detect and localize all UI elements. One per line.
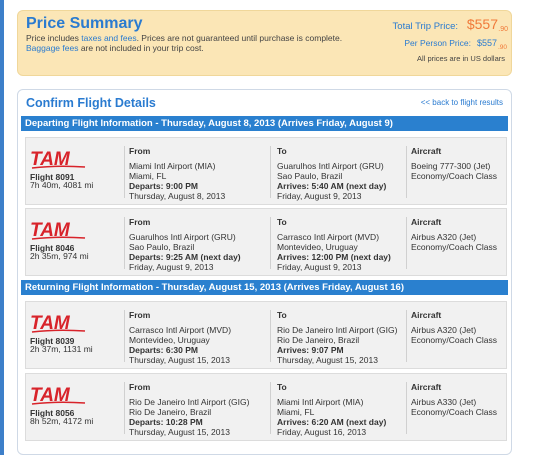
total-trip-price-label: Total Trip Price: <box>392 21 458 32</box>
flight-duration: 7h 40m, 4081 mi <box>30 180 94 190</box>
per-person-price: $557 <box>476 38 497 48</box>
arrival-time: Arrives: 12:00 PM (next day) <box>277 252 391 262</box>
divider <box>124 146 125 198</box>
baggage-note: Baggage fees are not included in your trip cost. <box>26 43 204 53</box>
arrival-info: To Guarulhos Intl Airport (GRU) Sao Paulo, Brazil Arrives: 5:40 AM (next day) Friday, August 9, 2013 <box>277 146 387 201</box>
aircraft-info: Aircraft Boeing 777-300 (Jet) Economy/Coach Class <box>411 146 497 181</box>
divider <box>124 382 125 434</box>
cabin-class: Economy/Coach Class <box>411 335 497 345</box>
tam-logo-icon <box>29 148 89 170</box>
arrival-airport: Miami Intl Airport (MIA) <box>277 397 364 407</box>
aircraft-type: Boeing 777-300 (Jet) <box>411 161 491 171</box>
cabin-class: Economy/Coach Class <box>411 242 497 252</box>
aircraft-info: Aircraft Airbus A330 (Jet) Economy/Coach Class <box>411 382 497 417</box>
arrival-time: Arrives: 6:20 AM (next day) <box>277 417 387 427</box>
page-left-border <box>0 0 4 455</box>
arrival-city: Miami, FL <box>277 407 315 417</box>
flight-number: Flight 8039 <box>30 336 75 346</box>
departure-date: Thursday, August 15, 2013 <box>129 427 230 437</box>
departure-info: From Guarulhos Intl Airport (GRU) Sao Paulo, Brazil Departs: 9:25 AM (next day) Friday, August 9, 2013 <box>129 217 241 272</box>
price-summary-panel <box>17 10 512 76</box>
departure-airport: Miami Intl Airport (MIA) <box>129 161 216 171</box>
departure-time: Departs: 9:25 AM (next day) <box>129 252 241 262</box>
back-to-flight-results-link[interactable]: << back to flight results <box>420 98 503 107</box>
tam-logo-icon <box>29 312 89 334</box>
arrival-date: Thursday, August 15, 2013 <box>277 355 378 365</box>
divider <box>270 146 271 198</box>
departure-time: Departs: 6:30 PM <box>129 345 198 355</box>
aircraft-info: Aircraft Airbus A320 (Jet) Economy/Coach Class <box>411 217 497 252</box>
departure-city: Rio De Janeiro, Brazil <box>129 407 212 417</box>
flight-number: Flight 8056 <box>30 408 75 418</box>
flight-duration: 8h 52m, 4172 mi <box>30 416 94 426</box>
flight-number: Flight 8091 <box>30 172 75 182</box>
departure-time: Departs: 9:00 PM <box>129 181 198 191</box>
divider <box>124 310 125 362</box>
departure-info: From Rio De Janeiro Intl Airport (GIG) Rio De Janeiro, Brazil Departs: 10:28 PM Thursday, August 15, 2013 <box>129 382 250 437</box>
flight-card <box>25 373 507 441</box>
per-person-price-label: Per Person Price: <box>404 38 471 48</box>
arrival-city: Sao Paulo, Brazil <box>277 171 343 181</box>
taxes-and-fees-link[interactable]: taxes and fees <box>81 33 137 43</box>
divider <box>124 217 125 269</box>
arrival-date: Friday, August 16, 2013 <box>277 427 367 437</box>
arrival-city: Montevideo, Uruguay <box>277 242 358 252</box>
price-summary-title: Price Summary <box>26 15 143 32</box>
divider <box>270 217 271 269</box>
departure-city: Miami, FL <box>129 171 167 181</box>
tam-logo-icon <box>29 384 89 406</box>
divider <box>270 310 271 362</box>
aircraft-type: Airbus A320 (Jet) <box>411 325 477 335</box>
arrival-airport: Rio De Janeiro Intl Airport (GIG) <box>277 325 398 335</box>
usd-note: All prices are in US dollars <box>417 54 505 63</box>
cabin-class: Economy/Coach Class <box>411 407 497 417</box>
departure-city: Montevideo, Uruguay <box>129 335 210 345</box>
cabin-class: Economy/Coach Class <box>411 171 497 181</box>
departure-airport: Rio De Janeiro Intl Airport (GIG) <box>129 397 250 407</box>
svg-text:TAM: TAM <box>30 149 70 170</box>
flight-number: Flight 8046 <box>30 243 75 253</box>
departure-airport: Carrasco Intl Airport (MVD) <box>129 325 232 335</box>
aircraft-type: Airbus A330 (Jet) <box>411 397 477 407</box>
returning-section-header: Returning Flight Information - Thursday, August 15, 2013 (Arrives Friday, August 16) <box>21 280 508 295</box>
arrival-info: To Miami Intl Airport (MIA) Miami, FL Arrives: 6:20 AM (next day) Friday, August 16, 2013 <box>277 382 387 437</box>
divider <box>406 382 407 434</box>
divider <box>270 382 271 434</box>
arrival-date: Friday, August 9, 2013 <box>277 191 362 201</box>
aircraft-type: Airbus A320 (Jet) <box>411 232 477 242</box>
arrival-time: Arrives: 9:07 PM <box>277 345 344 355</box>
svg-text:TAM: TAM <box>30 220 70 241</box>
departure-info: From Miami Intl Airport (MIA) Miami, FL Departs: 9:00 PM Thursday, August 8, 2013 <box>129 146 226 201</box>
departure-date: Thursday, August 8, 2013 <box>129 191 226 201</box>
total-trip-price: $557 <box>466 16 498 32</box>
price-summary-note: Price includes taxes and fees. Prices are not guaranteed until purchase is complete. <box>26 33 343 43</box>
divider <box>406 217 407 269</box>
arrival-time: Arrives: 5:40 AM (next day) <box>277 181 387 191</box>
svg-text:TAM: TAM <box>30 313 70 334</box>
divider <box>406 310 407 362</box>
flight-card <box>25 208 507 276</box>
arrival-airport: Carrasco Intl Airport (MVD) <box>277 232 380 242</box>
flight-duration: 2h 37m, 1131 mi <box>30 344 93 354</box>
departure-date: Friday, August 9, 2013 <box>129 262 214 272</box>
confirm-flight-details-panel <box>17 89 512 455</box>
departure-info: From Carrasco Intl Airport (MVD) Montevideo, Uruguay Departs: 6:30 PM Thursday, August 15, 2013 <box>129 310 232 365</box>
arrival-airport: Guarulhos Intl Airport (GRU) <box>277 161 384 171</box>
arrival-city: Rio De Janeiro, Brazil <box>277 335 360 345</box>
per-person-price-cents: .90 <box>497 44 507 51</box>
arrival-info: To Carrasco Intl Airport (MVD) Montevideo, Uruguay Arrives: 12:00 PM (next day) Friday, August 9, 2013 <box>277 217 391 272</box>
departure-date: Thursday, August 15, 2013 <box>129 355 230 365</box>
flight-card <box>25 137 507 205</box>
confirm-flight-details-title: Confirm Flight Details <box>26 96 156 110</box>
arrival-info: To Rio De Janeiro Intl Airport (GIG) Rio De Janeiro, Brazil Arrives: 9:07 PM Thursday, August 15, 2013 <box>277 310 398 365</box>
aircraft-info: Aircraft Airbus A320 (Jet) Economy/Coach Class <box>411 310 497 345</box>
flight-duration: 2h 35m, 974 mi <box>30 251 89 261</box>
total-trip-price-cents: .90 <box>498 26 508 33</box>
divider <box>406 146 407 198</box>
baggage-fees-link[interactable]: Baggage fees <box>26 43 79 53</box>
departure-city: Sao Paulo, Brazil <box>129 242 195 252</box>
departing-section-header: Departing Flight Information - Thursday, August 8, 2013 (Arrives Friday, August 9) <box>21 116 508 131</box>
arrival-date: Friday, August 9, 2013 <box>277 262 362 272</box>
tam-logo-icon <box>29 219 89 241</box>
svg-text:TAM: TAM <box>30 385 70 406</box>
flight-card <box>25 301 507 369</box>
departure-time: Departs: 10:28 PM <box>129 417 203 427</box>
departure-airport: Guarulhos Intl Airport (GRU) <box>129 232 236 242</box>
